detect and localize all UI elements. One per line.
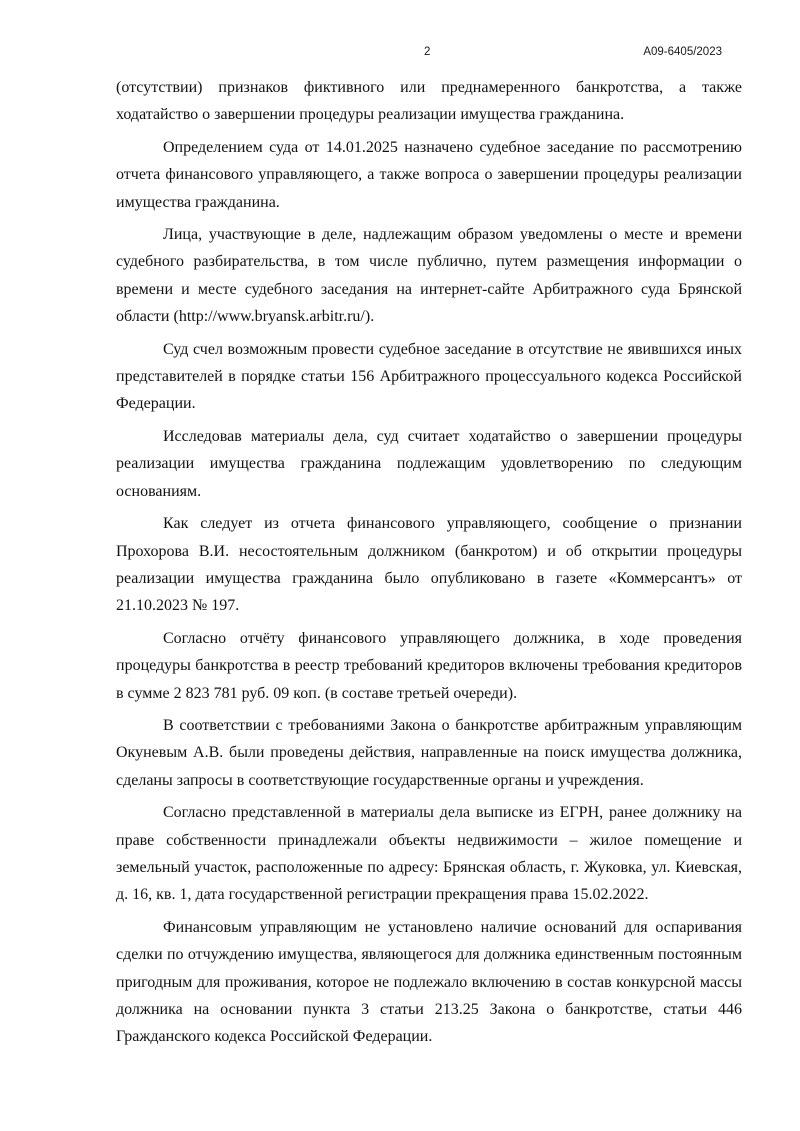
- paragraph-continuation: (отсутствии) признаков фиктивного или преднамеренного банкротства, а также ходатайство о завершении процедуры реализации имущества гражданина.: [116, 79, 742, 124]
- document-body: [116, 74, 742, 1056]
- paragraph-creditor-claims: Согласно отчёту финансового управляющего должника, в ходе проведения процедуры банкротства в реестр требований кредиторов включены требования кредиторов в сумме 2 823 781 руб. 09 коп. (в составе третьей очереди).: [116, 629, 742, 702]
- case-number: А09-6405/2023: [643, 46, 722, 58]
- page-header: [0, 46, 800, 64]
- page-number: 2: [424, 46, 431, 58]
- paragraph-court-finding: Исследовав материалы дела, суд считает ходатайство о завершении процедуры реализации имущества гражданина подлежащим удовлетворению по следующим основаниям.: [116, 427, 742, 500]
- paragraph-parties-notified: Лица, участвующие в деле, надлежащим образом уведомлены о месте и времени судебного разбирательства, в том числе публично, путем размещения информации о времени и месте судебного заседания на интернет-сайте Арбитражного суда Брянской области (http://www.bryansk.arbitr.ru/).: [116, 226, 742, 326]
- paragraph-manager-actions: В соответствии с требованиями Закона о банкротстве арбитражным управляющим Окуневым А.В. были проведены действия, направленные на поиск имущества должника, сделаны запросы в соответствующие государственные органы и учреждения.: [116, 716, 742, 789]
- paragraph-publication: Как следует из отчета финансового управляющего, сообщение о признании Прохорова В.И. несостоятельным должником (банкротом) и об открытии процедуры реализации имущества гражданина было опубликовано в газете «Коммерсантъ» от 21.10.2023 № 197.: [116, 515, 742, 615]
- paragraph-egrn-extract: Согласно представленной в материалы дела выписке из ЕГРН, ранее должнику на праве собственности принадлежали объекты недвижимости – жилое помещение и земельный участок, расположенные по адресу: Брянская область, г. Жуковка, ул. Киевская, д. 16, кв. 1, дата государственной регистрации прекращения права 15.02.2022.: [116, 804, 742, 904]
- paragraph-hearing-in-absence: Суд счел возможным провести судебное заседание в отсутствие не явившихся иных представителей в порядке статьи 156 Арбитражного процессуального кодекса Российской Федерации.: [116, 340, 742, 413]
- paragraph-hearing-scheduled: Определением суда от 14.01.2025 назначено судебное заседание по рассмотрению отчета финансового управляющего, а также вопроса о завершении процедуры реализации имущества гражданина.: [116, 138, 742, 211]
- paragraph-no-challenge-grounds: Финансовым управляющим не установлено наличие оснований для оспаривания сделки по отчуждению имущества, являющегося для должника единственным постоянным пригодным для проживания, которое не подлежало включению в состав конкурсной массы должника на основании пункта 3 статьи 213.25 Закона о банкротстве, статьи 446 Гражданского кодекса Российской Федерации.: [116, 918, 742, 1046]
